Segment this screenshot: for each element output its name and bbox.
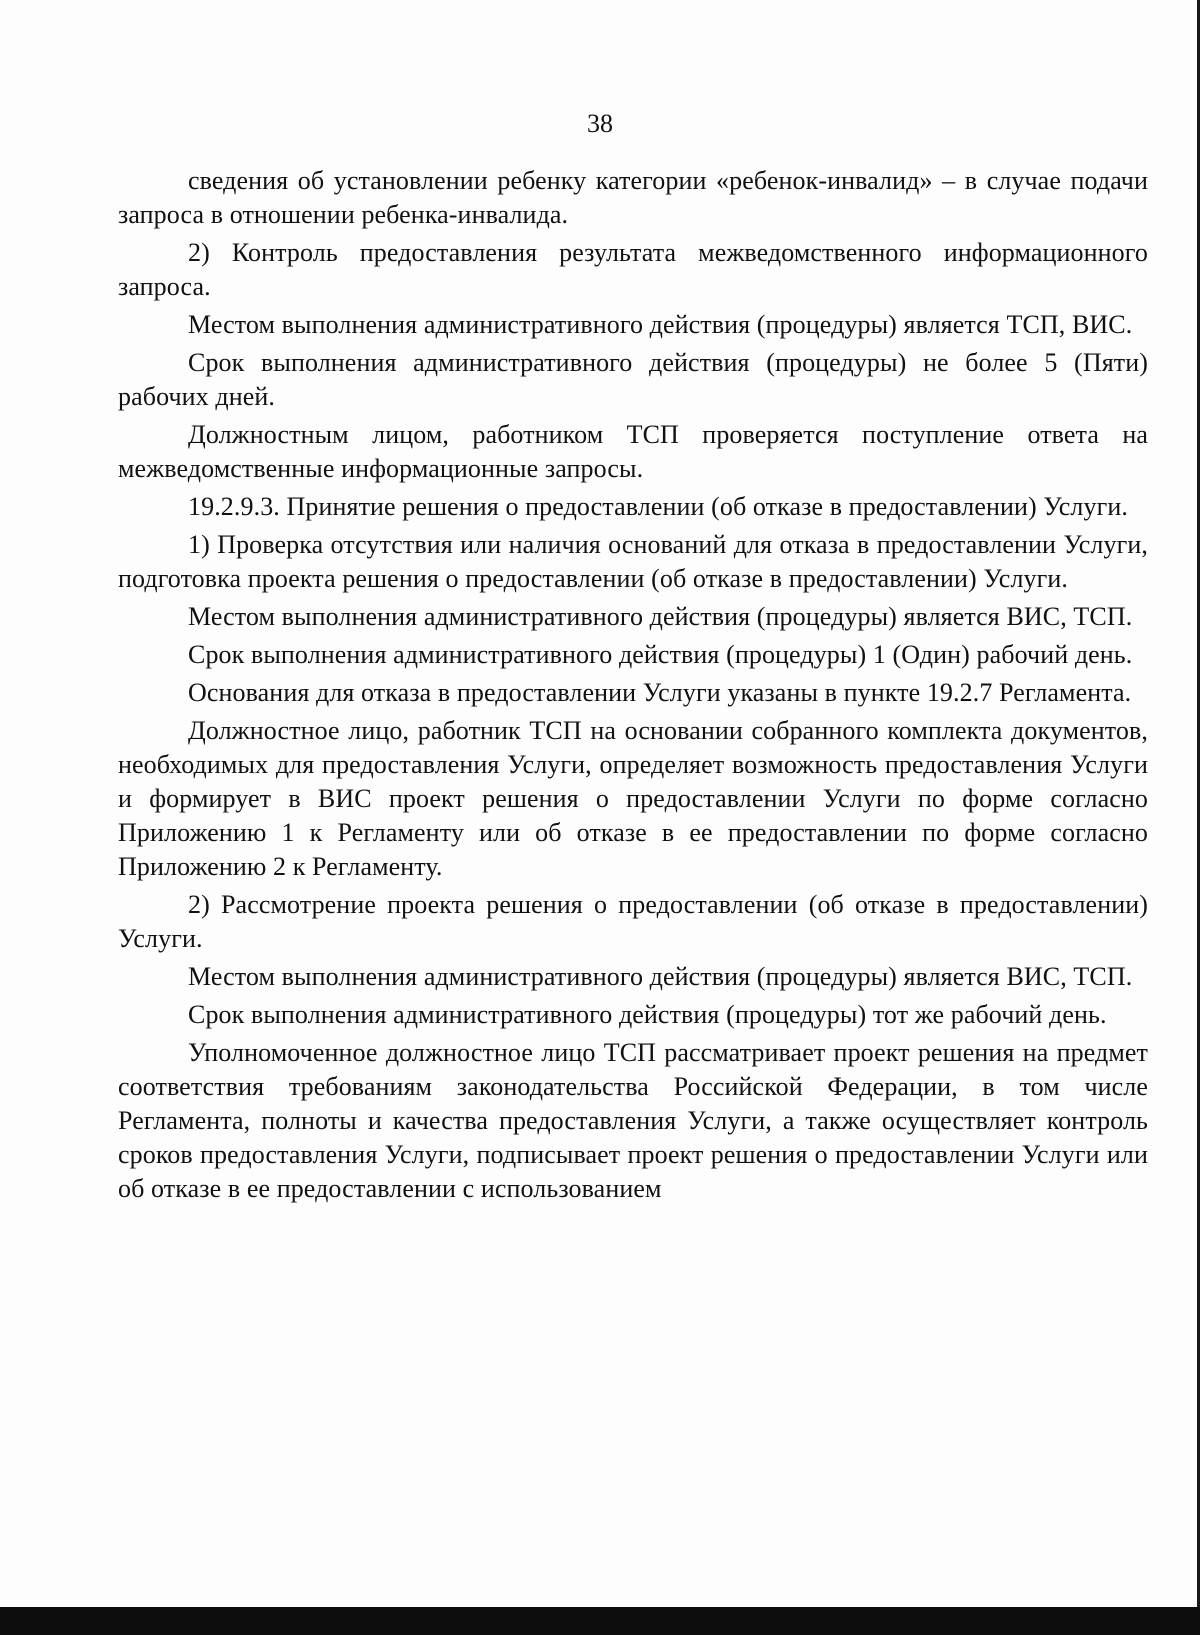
paragraph: 19.2.9.3. Принятие решения о предоставлении (об отказе в предоставлении) Услуги.: [188, 492, 1128, 521]
paragraph: Должностным лицом, работником ТСП проверяется поступление ответа на межведомственные информационные запросы.: [118, 420, 1148, 483]
paragraph: Местом выполнения административного действия (процедуры) является ВИС, ТСП.: [188, 962, 1133, 991]
paragraph: 1) Проверка отсутствия или наличия оснований для отказа в предоставлении Услуги, подготовка проекта решения о предоставлении (об отказе в предоставлении) Услуги.: [118, 530, 1148, 593]
document-body: [118, 164, 1148, 1210]
paragraph: 2) Контроль предоставления результата межведомственного информационного запроса.: [118, 238, 1148, 301]
paragraph: Должностное лицо, работник ТСП на основании собранного комплекта документов, необходимых для предоставления Услуги, определяет возможность предоставления Услуги и формирует в ВИС проект решения о предоставлении Услуги по форме согласно Приложению 1 к Регламенту или об отказе в ее предоставлении по форме согласно Приложению 2 к Регламенту.: [118, 716, 1148, 881]
paragraph: Срок выполнения административного действия (процедуры) не более 5 (Пяти) рабочих дней.: [118, 348, 1148, 411]
page-number: 38: [587, 109, 613, 138]
paragraph: Местом выполнения административного действия (процедуры) является ТСП, ВИС.: [188, 310, 1133, 339]
paragraph: Местом выполнения административного действия (процедуры) является ВИС, ТСП.: [188, 602, 1133, 631]
paragraph: Уполномоченное должностное лицо ТСП рассматривает проект решения на предмет соответствия требованиям законодательства Российской Федерации, в том числе Регламента, полноты и качества предоставления Услуги, а также осуществляет контроль сроков предоставления Услуги, подписывает проект решения о предоставлении Услуги или об отказе в ее предоставлении с использованием: [118, 1038, 1148, 1203]
paragraph: 2) Рассмотрение проекта решения о предоставлении (об отказе в предоставлении) Услуги.: [118, 890, 1148, 953]
paragraph: Срок выполнения административного действия (процедуры) тот же рабочий день.: [188, 1000, 1107, 1029]
paragraph: Срок выполнения административного действия (процедуры) 1 (Один) рабочий день.: [188, 640, 1133, 669]
paragraph: сведения об установлении ребенку категории «ребенок-инвалид» – в случае подачи запроса в отношении ребенка-инвалида.: [118, 166, 1148, 229]
scan-bottom-band: [0, 1607, 1200, 1635]
paragraph: Основания для отказа в предоставлении Услуги указаны в пункте 19.2.7 Регламента.: [188, 678, 1132, 707]
